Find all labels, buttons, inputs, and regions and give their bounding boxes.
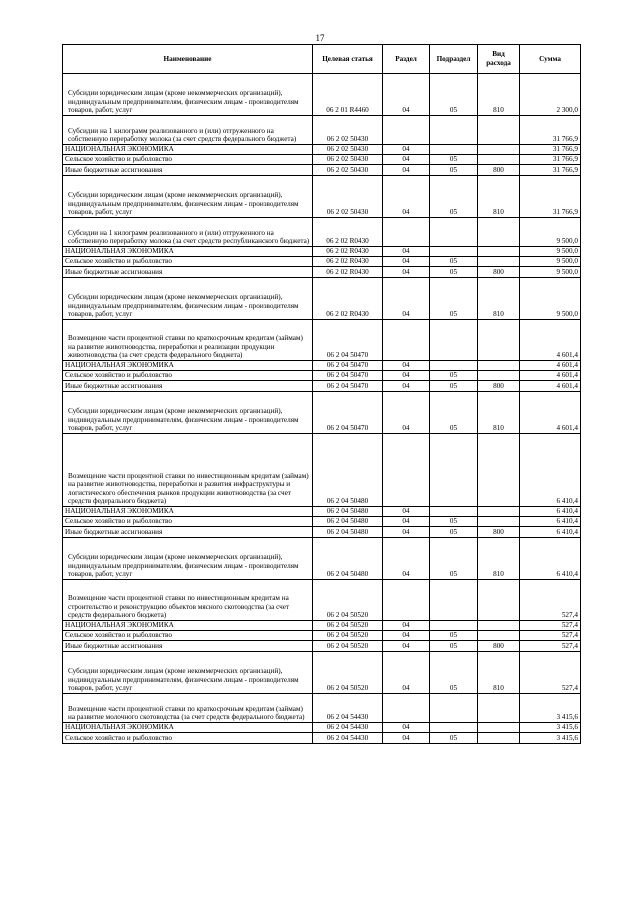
cell-expense-type xyxy=(478,145,520,155)
cell-subsection: 05 xyxy=(430,155,478,165)
cell-target: 06 2 02 50430 xyxy=(313,145,383,155)
header-expense-type: Вид расхода xyxy=(478,45,520,74)
cell-expense-type xyxy=(478,371,520,381)
cell-target: 06 2 02 R0430 xyxy=(313,247,383,257)
cell-section: 04 xyxy=(383,155,430,165)
cell-amount: 527,4 xyxy=(520,621,581,631)
cell-name: Субсидии юридическим лицам (кроме некоммерческих организаций), индивидуальным предпринимателям, физическим лицам - производителям товаров, работ, услуг xyxy=(63,538,313,580)
cell-target: 06 2 04 50520 xyxy=(313,641,383,652)
table-row xyxy=(63,621,581,631)
cell-expense-type xyxy=(478,361,520,371)
cell-name: Возмещение части процентной ставки по инвестиционным кредитам на строительство и реконструкцию объектов мясного скотоводства (за счет средств федерального бюджета) xyxy=(63,580,313,621)
cell-section: 04 xyxy=(383,507,430,517)
cell-expense-type: 800 xyxy=(478,267,520,278)
header-name: Наименование xyxy=(63,45,313,74)
cell-amount: 3 415,6 xyxy=(520,694,581,723)
cell-expense-type: 800 xyxy=(478,165,520,176)
cell-target: 06 2 01 R4460 xyxy=(313,74,383,116)
table-row xyxy=(63,694,581,723)
cell-subsection xyxy=(430,218,478,247)
cell-name: НАЦИОНАЛЬНАЯ ЭКОНОМИКА xyxy=(63,723,313,733)
cell-expense-type xyxy=(478,694,520,723)
table-row xyxy=(63,371,581,381)
cell-target: 06 2 04 50470 xyxy=(313,392,383,434)
header-amount: Сумма xyxy=(520,45,581,74)
cell-name: Сельское хозяйство и рыболовство xyxy=(63,371,313,381)
cell-expense-type xyxy=(478,517,520,527)
cell-target: 06 2 04 54430 xyxy=(313,723,383,733)
cell-name: НАЦИОНАЛЬНАЯ ЭКОНОМИКА xyxy=(63,361,313,371)
cell-expense-type xyxy=(478,434,520,507)
cell-subsection xyxy=(430,621,478,631)
cell-name: Возмещение части процентной ставки по краткосрочным кредитам (займам) на развитие животноводства, переработки и реализации продукции животноводства (за счет средств федерального бюджета) xyxy=(63,320,313,361)
cell-section xyxy=(383,434,430,507)
cell-expense-type: 810 xyxy=(478,538,520,580)
cell-expense-type xyxy=(478,631,520,641)
cell-section: 04 xyxy=(383,165,430,176)
cell-amount: 6 410,4 xyxy=(520,507,581,517)
cell-subsection: 05 xyxy=(430,371,478,381)
cell-name: НАЦИОНАЛЬНАЯ ЭКОНОМИКА xyxy=(63,247,313,257)
cell-section xyxy=(383,320,430,361)
cell-target: 06 2 02 R0430 xyxy=(313,267,383,278)
cell-target: 06 2 04 50480 xyxy=(313,507,383,517)
cell-section xyxy=(383,116,430,145)
cell-section: 04 xyxy=(383,631,430,641)
cell-subsection: 05 xyxy=(430,381,478,392)
cell-subsection: 05 xyxy=(430,267,478,278)
cell-amount: 9 500,0 xyxy=(520,247,581,257)
cell-target: 06 2 04 50520 xyxy=(313,621,383,631)
table-row xyxy=(63,176,581,218)
cell-amount: 31 766,9 xyxy=(520,176,581,218)
table-row xyxy=(63,165,581,176)
cell-expense-type: 810 xyxy=(478,278,520,320)
table-row xyxy=(63,538,581,580)
cell-amount: 9 500,0 xyxy=(520,218,581,247)
cell-target: 06 2 04 54430 xyxy=(313,733,383,744)
cell-name: Субсидии юридическим лицам (кроме некоммерческих организаций), индивидуальным предпринимателям, физическим лицам - производителям товаров, работ, услуг xyxy=(63,74,313,116)
cell-name: Иные бюджетные ассигнования xyxy=(63,267,313,278)
table-row xyxy=(63,631,581,641)
cell-name: Субсидии на 1 килограмм реализованного и (или) отгруженного на собственную переработку молока (за счет средств федерального бюджета) xyxy=(63,116,313,145)
cell-expense-type xyxy=(478,155,520,165)
cell-name: Субсидии на 1 килограмм реализованного и (или) отгруженного на собственную переработку молока (за счет средств республиканского бюджета) xyxy=(63,218,313,247)
table-row xyxy=(63,116,581,145)
cell-amount: 9 500,0 xyxy=(520,278,581,320)
cell-amount: 31 766,9 xyxy=(520,155,581,165)
cell-subsection xyxy=(430,361,478,371)
cell-target: 06 2 04 50480 xyxy=(313,538,383,580)
cell-expense-type xyxy=(478,116,520,145)
cell-name: Сельское хозяйство и рыболовство xyxy=(63,733,313,744)
cell-target: 06 2 04 54430 xyxy=(313,694,383,723)
cell-amount: 527,4 xyxy=(520,641,581,652)
cell-subsection xyxy=(430,434,478,507)
cell-section: 04 xyxy=(383,652,430,694)
table-row xyxy=(63,74,581,116)
cell-amount: 31 766,9 xyxy=(520,165,581,176)
cell-name: Возмещение части процентной ставки по инвестиционным кредитам (займам) на развитие животноводства, переработки и развития инфраструктуры и логистического обеспечения рынков продукции животноводства (за счет средств федерального бюджета) xyxy=(63,434,313,507)
cell-target: 06 2 04 50520 xyxy=(313,631,383,641)
table-row xyxy=(63,278,581,320)
cell-section: 04 xyxy=(383,621,430,631)
budget-table xyxy=(62,44,581,744)
cell-section: 04 xyxy=(383,247,430,257)
header-target: Целевая статья xyxy=(313,45,383,74)
cell-subsection: 05 xyxy=(430,652,478,694)
cell-section: 04 xyxy=(383,74,430,116)
cell-expense-type xyxy=(478,320,520,361)
cell-subsection xyxy=(430,116,478,145)
table-row xyxy=(63,517,581,527)
cell-name: Сельское хозяйство и рыболовство xyxy=(63,257,313,267)
cell-target: 06 2 04 50470 xyxy=(313,320,383,361)
table-row xyxy=(63,361,581,371)
cell-name: Иные бюджетные ассигнования xyxy=(63,381,313,392)
cell-target: 06 2 02 50430 xyxy=(313,116,383,145)
cell-name: Субсидии юридическим лицам (кроме некоммерческих организаций), индивидуальным предпринимателям, физическим лицам - производителям товаров, работ, услуг xyxy=(63,392,313,434)
cell-section: 04 xyxy=(383,176,430,218)
cell-section: 04 xyxy=(383,278,430,320)
cell-section: 04 xyxy=(383,381,430,392)
cell-amount: 6 410,4 xyxy=(520,434,581,507)
cell-subsection xyxy=(430,580,478,621)
cell-subsection: 05 xyxy=(430,733,478,744)
cell-expense-type xyxy=(478,733,520,744)
cell-amount: 31 766,9 xyxy=(520,145,581,155)
cell-expense-type: 810 xyxy=(478,652,520,694)
cell-target: 06 2 02 50430 xyxy=(313,165,383,176)
cell-section: 04 xyxy=(383,371,430,381)
table-row xyxy=(63,145,581,155)
cell-target: 06 2 04 50470 xyxy=(313,381,383,392)
cell-target: 06 2 02 R0430 xyxy=(313,257,383,267)
table-row xyxy=(63,733,581,744)
table-row xyxy=(63,247,581,257)
cell-amount: 4 601,4 xyxy=(520,320,581,361)
cell-expense-type: 800 xyxy=(478,381,520,392)
cell-section xyxy=(383,694,430,723)
cell-section: 04 xyxy=(383,517,430,527)
cell-subsection xyxy=(430,320,478,361)
cell-name: Субсидии юридическим лицам (кроме некоммерческих организаций), индивидуальным предпринимателям, физическим лицам - производителям товаров, работ, услуг xyxy=(63,278,313,320)
cell-amount: 4 601,4 xyxy=(520,371,581,381)
cell-target: 06 2 02 50430 xyxy=(313,155,383,165)
table-row xyxy=(63,434,581,507)
cell-section: 04 xyxy=(383,527,430,538)
cell-subsection: 05 xyxy=(430,631,478,641)
cell-amount: 4 601,4 xyxy=(520,361,581,371)
cell-target: 06 2 02 50430 xyxy=(313,176,383,218)
cell-section: 04 xyxy=(383,267,430,278)
cell-amount: 527,4 xyxy=(520,580,581,621)
cell-subsection: 05 xyxy=(430,392,478,434)
cell-name: Сельское хозяйство и рыболовство xyxy=(63,155,313,165)
cell-subsection: 05 xyxy=(430,278,478,320)
cell-section xyxy=(383,580,430,621)
cell-expense-type xyxy=(478,580,520,621)
cell-expense-type xyxy=(478,247,520,257)
cell-subsection: 05 xyxy=(430,538,478,580)
cell-subsection: 05 xyxy=(430,517,478,527)
table-row xyxy=(63,381,581,392)
cell-subsection xyxy=(430,507,478,517)
cell-target: 06 2 04 50480 xyxy=(313,517,383,527)
cell-amount: 9 500,0 xyxy=(520,257,581,267)
cell-expense-type xyxy=(478,723,520,733)
cell-target: 06 2 02 R0430 xyxy=(313,218,383,247)
table-row xyxy=(63,641,581,652)
cell-target: 06 2 04 50470 xyxy=(313,361,383,371)
cell-section: 04 xyxy=(383,257,430,267)
cell-amount: 6 410,4 xyxy=(520,517,581,527)
cell-name: Иные бюджетные ассигнования xyxy=(63,527,313,538)
cell-subsection xyxy=(430,723,478,733)
page-number: 17 xyxy=(315,33,325,43)
cell-name: Сельское хозяйство и рыболовство xyxy=(63,517,313,527)
table-row xyxy=(63,392,581,434)
cell-name: Субсидии юридическим лицам (кроме некоммерческих организаций), индивидуальным предпринимателям, физическим лицам - производителям товаров, работ, услуг xyxy=(63,176,313,218)
cell-name: НАЦИОНАЛЬНАЯ ЭКОНОМИКА xyxy=(63,507,313,517)
table-row xyxy=(63,723,581,733)
cell-name: НАЦИОНАЛЬНАЯ ЭКОНОМИКА xyxy=(63,145,313,155)
cell-target: 06 2 04 50520 xyxy=(313,580,383,621)
table-row xyxy=(63,527,581,538)
header-section: Раздел xyxy=(383,45,430,74)
cell-amount: 6 410,4 xyxy=(520,538,581,580)
cell-subsection: 05 xyxy=(430,641,478,652)
cell-section: 04 xyxy=(383,392,430,434)
cell-target: 06 2 04 50480 xyxy=(313,527,383,538)
cell-subsection: 05 xyxy=(430,176,478,218)
cell-expense-type: 810 xyxy=(478,74,520,116)
cell-subsection: 05 xyxy=(430,527,478,538)
cell-subsection: 05 xyxy=(430,74,478,116)
table-row xyxy=(63,218,581,247)
table-row xyxy=(63,267,581,278)
cell-section: 04 xyxy=(383,361,430,371)
cell-target: 06 2 04 50470 xyxy=(313,371,383,381)
table-row xyxy=(63,507,581,517)
cell-expense-type xyxy=(478,621,520,631)
table-row xyxy=(63,580,581,621)
cell-amount: 527,4 xyxy=(520,652,581,694)
cell-amount: 527,4 xyxy=(520,631,581,641)
cell-amount: 6 410,4 xyxy=(520,527,581,538)
cell-section: 04 xyxy=(383,145,430,155)
cell-amount: 9 500,0 xyxy=(520,267,581,278)
header-subsection: Подраздел xyxy=(430,45,478,74)
cell-target: 06 2 04 50520 xyxy=(313,652,383,694)
cell-section: 04 xyxy=(383,723,430,733)
cell-subsection: 05 xyxy=(430,165,478,176)
cell-section: 04 xyxy=(383,733,430,744)
cell-subsection: 05 xyxy=(430,257,478,267)
cell-target: 06 2 04 50480 xyxy=(313,434,383,507)
cell-subsection xyxy=(430,247,478,257)
cell-expense-type: 810 xyxy=(478,392,520,434)
cell-amount: 3 415,6 xyxy=(520,723,581,733)
table-row xyxy=(63,320,581,361)
cell-expense-type: 800 xyxy=(478,641,520,652)
table-body xyxy=(63,74,581,744)
cell-subsection xyxy=(430,145,478,155)
cell-subsection xyxy=(430,694,478,723)
cell-section: 04 xyxy=(383,641,430,652)
cell-expense-type xyxy=(478,218,520,247)
cell-section: 04 xyxy=(383,538,430,580)
cell-expense-type xyxy=(478,507,520,517)
cell-name: Сельское хозяйство и рыболовство xyxy=(63,631,313,641)
table-row xyxy=(63,155,581,165)
cell-name: Возмещение части процентной ставки по краткосрочным кредитам (займам) на развитие молочного скотоводства (за счет средств федерального бюджета) xyxy=(63,694,313,723)
cell-amount: 3 415,6 xyxy=(520,733,581,744)
table-row xyxy=(63,652,581,694)
table-header-row xyxy=(63,45,581,74)
cell-expense-type xyxy=(478,257,520,267)
cell-name: Иные бюджетные ассигнования xyxy=(63,641,313,652)
cell-expense-type: 800 xyxy=(478,527,520,538)
cell-amount: 31 766,9 xyxy=(520,116,581,145)
cell-target: 06 2 02 R0430 xyxy=(313,278,383,320)
cell-amount: 4 601,4 xyxy=(520,392,581,434)
cell-name: Субсидии юридическим лицам (кроме некоммерческих организаций), индивидуальным предпринимателям, физическим лицам - производителям товаров, работ, услуг xyxy=(63,652,313,694)
cell-name: Иные бюджетные ассигнования xyxy=(63,165,313,176)
table-row xyxy=(63,257,581,267)
cell-expense-type: 810 xyxy=(478,176,520,218)
cell-amount: 2 300,0 xyxy=(520,74,581,116)
cell-name: НАЦИОНАЛЬНАЯ ЭКОНОМИКА xyxy=(63,621,313,631)
cell-amount: 4 601,4 xyxy=(520,381,581,392)
cell-section xyxy=(383,218,430,247)
